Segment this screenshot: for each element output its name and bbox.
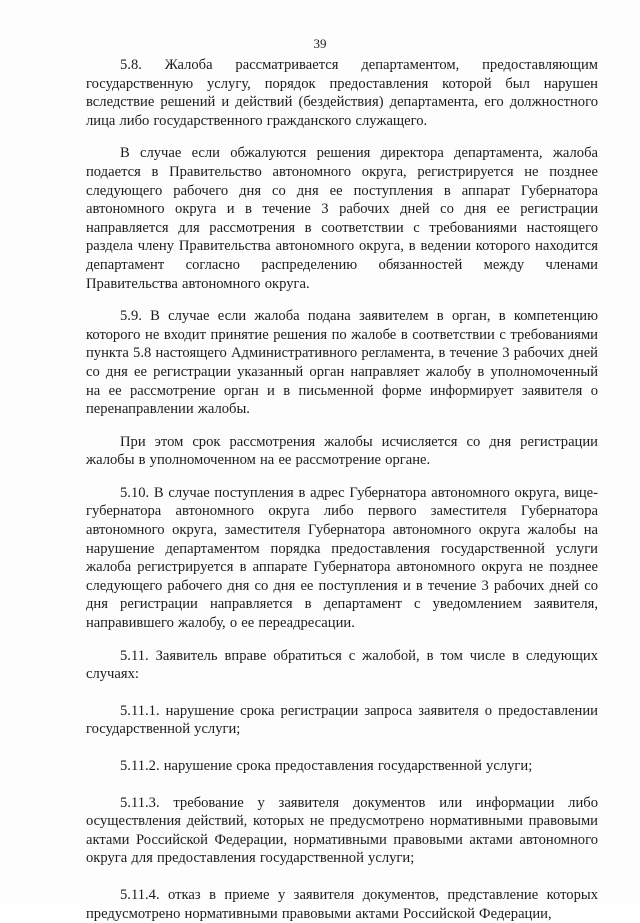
paragraph-5-9: 5.9. В случае если жалоба подана заявителем в орган, в компетенцию которого не входит принятие решения по жалобе в соответствии с требованиями пункта 5.8 настоящего Административного регламента, в течение 3 рабочих дней со дня ее регистрации указанный орган направляет жалобу в уполномоченный на ее рассмотрение орган и в письменной форме информирует заявителя о перенаправлении жалобы. [86,308,598,418]
paragraph-5-11-1: 5.11.1. нарушение срока регистрации запроса заявителя о предоставлении государственной услуги; [86,702,598,738]
paragraph-5-11-2: 5.11.2. нарушение срока предоставления государственной услуги; [120,758,533,774]
page-number: 39 [313,36,327,51]
paragraph-5-10: 5.10. В случае поступления в адрес Губернатора автономного округа, вице-губернатора автономного округа либо первого заместителя Губернатора автономного округа, заместителя Губернатора автономного округа жалобы на нарушение департаментом порядка предоставления государственной услуги жалоба регистрируется в аппарате Губернатора автономного округа не позднее следующего рабочего дня со дня ее поступления и в течение 3 рабочих дней со дня регистрации направляется в департамент с уведомлением заявителя, направившего жалобу, о ее переадресации. [86,484,598,632]
paragraph-5-11: 5.11. Заявитель вправе обратиться с жалобой, в том числе в следующих случаях: [86,647,598,683]
paragraph-review-term: При этом срок рассмотрения жалобы исчисляется со дня регистрации жалобы в уполномоченном на ее рассмотрение органе. [86,433,598,469]
paragraph-5-8: 5.8. Жалоба рассматривается департаментом, предоставляющим государственную услугу, порядок предоставления которой был нарушен вследствие решений и действий (бездействия) департамента, его должностного лица либо государственного гражданского служащего. [86,57,598,129]
paragraph-5-11-4: 5.11.4. отказ в приеме у заявителя документов, представление которых предусмотрено нормативными правовыми актами Российской Федерации, [86,886,598,922]
paragraph-director-complaint: В случае если обжалуются решения директора департамента, жалоба подается в Правительство автономного округа, регистрируется не позднее следующего рабочего дня со дня ее поступления в аппарат Губернатора автономного округа и в течение 3 рабочих дней со дня ее регистрации направляется для рассмотрения в соответствии с требованиями настоящего раздела члену Правительства автономного округа, в ведении которого находится департамент согласно распределению обязанностей между членами Правительства автономного округа. [86,145,598,292]
document-body [86,56,598,923]
paragraph-5-11-3: 5.11.3. требование у заявителя документов или информации либо осуществления действий, которых не предусмотрено нормативными правовыми актами Российской Федерации, нормативными правовыми актами автономного округа для предоставления государственной услуги; [86,794,598,867]
